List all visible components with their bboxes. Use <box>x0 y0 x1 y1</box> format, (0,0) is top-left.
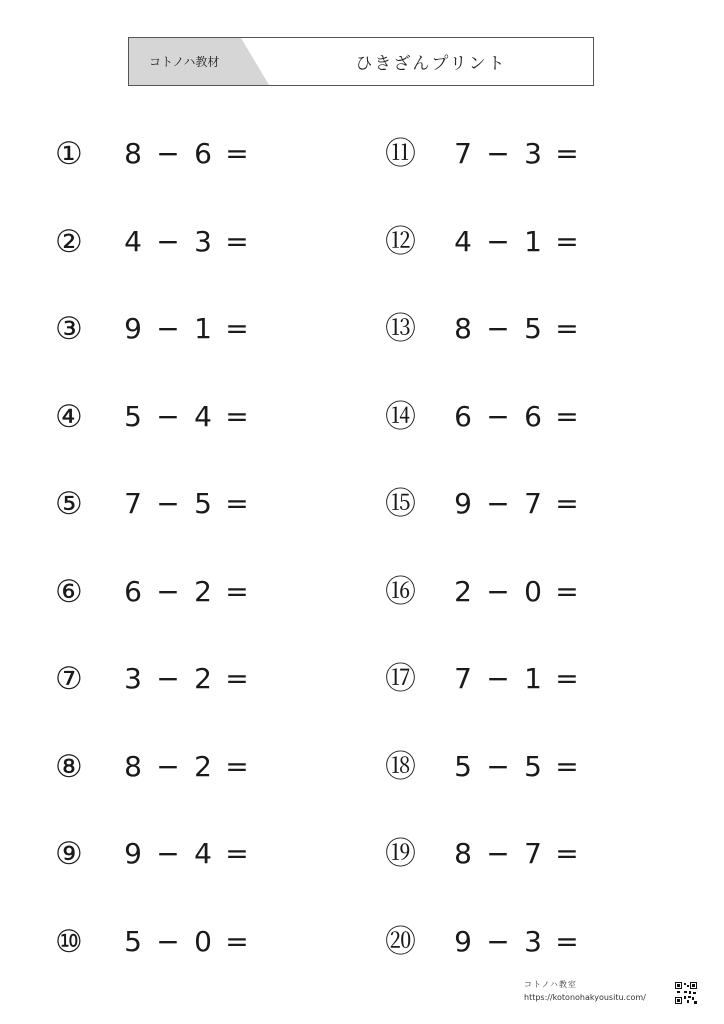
problem-expression <box>119 134 257 174</box>
minus-sign: − <box>486 312 510 345</box>
equals-sign: = <box>555 487 579 520</box>
equals-sign: = <box>225 399 249 433</box>
problem-expression <box>449 222 587 262</box>
equals-sign: = <box>555 662 579 695</box>
subtrahend: 3 <box>194 224 212 258</box>
subtrahend: 5 <box>524 749 542 783</box>
minuend: 8 <box>454 837 472 870</box>
minuend: 9 <box>454 924 472 958</box>
minuend: 6 <box>124 574 142 608</box>
worksheet-header <box>128 37 594 86</box>
problem-expression <box>449 484 587 524</box>
equals-sign: = <box>225 662 249 695</box>
problem-14 <box>385 397 645 437</box>
problem-number: ⑰ <box>385 661 416 697</box>
minus-sign: − <box>156 312 180 345</box>
problem-number: ⑫ <box>385 223 416 260</box>
minus-sign: − <box>156 574 180 608</box>
equals-sign: = <box>555 574 579 608</box>
subtrahend: 6 <box>524 399 542 433</box>
subtrahend: 0 <box>524 574 542 608</box>
minuend: 5 <box>124 399 142 433</box>
problem-expression <box>449 572 587 612</box>
equals-sign: = <box>555 137 579 170</box>
subtrahend: 2 <box>194 749 212 783</box>
minus-sign: − <box>486 487 510 520</box>
footer-site-name: コトノハ教室 <box>524 980 577 989</box>
minuend: 9 <box>124 837 142 870</box>
equals-sign: = <box>225 749 249 783</box>
subtrahend: 7 <box>524 837 542 870</box>
problem-expression <box>449 309 587 349</box>
subtrahend: 2 <box>194 662 212 695</box>
problem-number: ⑧ <box>55 748 83 785</box>
problem-number: ④ <box>55 398 83 435</box>
problem-number: ⑪ <box>385 136 416 172</box>
problem-expression <box>449 397 587 437</box>
minus-sign: − <box>156 224 180 258</box>
minus-sign: − <box>486 749 510 783</box>
problem-number: ⑬ <box>385 311 416 347</box>
subtrahend: 4 <box>194 399 212 433</box>
minuend: 3 <box>124 662 142 695</box>
minus-sign: − <box>486 399 510 433</box>
equals-sign: = <box>555 749 579 783</box>
problem-number: ② <box>55 223 83 260</box>
minuend: 4 <box>454 224 472 258</box>
subtrahend: 5 <box>194 487 212 520</box>
problem-number: ⑲ <box>385 836 416 872</box>
equals-sign: = <box>225 137 249 170</box>
minuend: 5 <box>124 924 142 958</box>
problem-expression <box>449 834 587 874</box>
problem-number: ⑤ <box>55 486 83 522</box>
worksheet-title: ひきざんプリント <box>355 54 507 74</box>
minuend: 8 <box>454 312 472 345</box>
minus-sign: − <box>486 662 510 695</box>
problem-number: ① <box>55 136 83 172</box>
problem-expression <box>119 222 257 262</box>
minus-sign: − <box>156 487 180 520</box>
subtrahend: 1 <box>524 224 542 258</box>
equals-sign: = <box>225 837 249 870</box>
equals-sign: = <box>225 487 249 520</box>
problem-12 <box>385 222 645 262</box>
problem-number: ③ <box>55 311 83 347</box>
equals-sign: = <box>555 924 579 958</box>
equals-sign: = <box>225 924 249 958</box>
problem-expression <box>449 659 587 699</box>
problem-19 <box>385 834 645 874</box>
minus-sign: − <box>486 224 510 258</box>
problem-number: ⑱ <box>385 748 416 785</box>
minus-sign: − <box>486 574 510 608</box>
subtrahend: 0 <box>194 924 212 958</box>
subtrahend: 5 <box>524 312 542 345</box>
minuend: 5 <box>454 749 472 783</box>
equals-sign: = <box>555 312 579 345</box>
subtrahend: 2 <box>194 574 212 608</box>
problem-10 <box>55 922 315 962</box>
minuend: 4 <box>124 224 142 258</box>
problem-number: ⑳ <box>385 923 416 960</box>
problem-7 <box>55 659 315 699</box>
problem-8 <box>55 747 315 787</box>
minuend: 7 <box>454 137 472 170</box>
minus-sign: − <box>156 837 180 870</box>
equals-sign: = <box>225 574 249 608</box>
minuend: 8 <box>124 749 142 783</box>
problem-1 <box>55 134 315 174</box>
minuend: 2 <box>454 574 472 608</box>
problem-6 <box>55 572 315 612</box>
problem-13 <box>385 309 645 349</box>
problem-16 <box>385 572 645 612</box>
problem-number: ⑭ <box>385 398 416 435</box>
problem-17 <box>385 659 645 699</box>
problem-5 <box>55 484 315 524</box>
problem-expression <box>119 572 257 612</box>
minuend: 7 <box>454 662 472 695</box>
problem-expression <box>119 659 257 699</box>
problem-number: ⑥ <box>55 573 83 610</box>
equals-sign: = <box>225 312 249 345</box>
problem-4 <box>55 397 315 437</box>
minus-sign: − <box>156 749 180 783</box>
minus-sign: − <box>156 399 180 433</box>
equals-sign: = <box>555 399 579 433</box>
problem-number: ⑮ <box>385 486 416 522</box>
minus-sign: − <box>156 137 180 170</box>
problem-18 <box>385 747 645 787</box>
equals-sign: = <box>555 837 579 870</box>
problem-expression <box>119 747 257 787</box>
subtrahend: 7 <box>524 487 542 520</box>
problem-number: ⑩ <box>55 923 83 960</box>
minuend: 9 <box>124 312 142 345</box>
problem-expression <box>449 922 587 962</box>
problem-expression <box>449 747 587 787</box>
problem-20 <box>385 922 645 962</box>
problem-11 <box>385 134 645 174</box>
brand-label: コトノハ教材 <box>149 55 220 69</box>
problem-expression <box>119 484 257 524</box>
equals-sign: = <box>225 224 249 258</box>
minus-sign: − <box>486 924 510 958</box>
problem-expression <box>119 834 257 874</box>
problem-expression <box>119 922 257 962</box>
problem-number: ⑦ <box>55 661 83 697</box>
subtrahend: 1 <box>194 312 212 345</box>
problem-2 <box>55 222 315 262</box>
subtrahend: 1 <box>524 662 542 695</box>
minuend: 8 <box>124 137 142 170</box>
equals-sign: = <box>555 224 579 258</box>
minuend: 9 <box>454 487 472 520</box>
problem-expression <box>449 134 587 174</box>
subtrahend: 6 <box>194 137 212 170</box>
minus-sign: − <box>486 837 510 870</box>
subtrahend: 3 <box>524 137 542 170</box>
problem-15 <box>385 484 645 524</box>
minus-sign: − <box>486 137 510 170</box>
subtrahend: 4 <box>194 837 212 870</box>
problem-9 <box>55 834 315 874</box>
minuend: 6 <box>454 399 472 433</box>
qr-code-icon <box>675 982 697 1004</box>
problem-expression <box>119 309 257 349</box>
problem-number: ⑨ <box>55 836 83 872</box>
subtrahend: 3 <box>524 924 542 958</box>
minus-sign: − <box>156 662 180 695</box>
footer-url: https://kotonohakyousitu.com/ <box>524 993 646 1002</box>
problem-number: ⑯ <box>385 573 416 610</box>
minus-sign: − <box>156 924 180 958</box>
minuend: 7 <box>124 487 142 520</box>
problem-expression <box>119 397 257 437</box>
problem-3 <box>55 309 315 349</box>
